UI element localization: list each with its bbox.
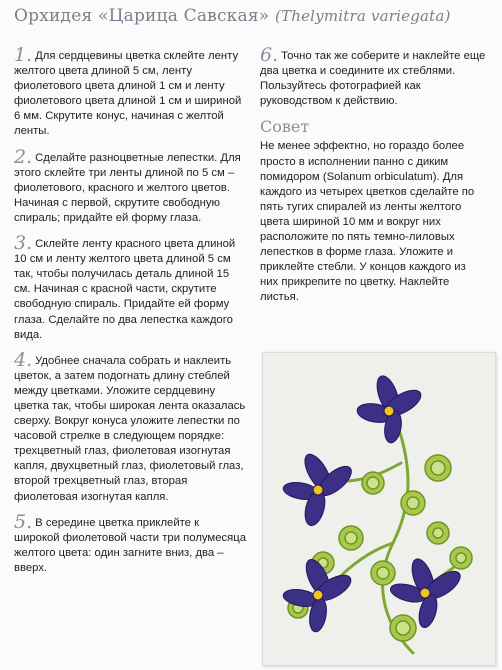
step-2: [14, 145, 246, 226]
step-3: [14, 232, 246, 343]
page-title: [14, 6, 494, 26]
title-main: Орхидея «Царица Савская»: [14, 6, 270, 26]
step-number: 3.: [14, 232, 33, 255]
step-number: 2.: [14, 145, 33, 168]
step-5: [14, 510, 246, 576]
step-number: 6.: [260, 44, 279, 66]
tip-text: Не менее эффектно, но гораздо более просто в исполнении панно с диким помидором (Solanum orbiculatum). Для каждого из четырех цветков сделайте по пять тугих спиралей из ленты желтого цвета шириной 10 мм и вокруг них расположите по пять темно-лиловых лепестков в форме глаза. Уложите и приклейте стебли. У концов каждого из них прикрепите по цветку. Наклейте листья.: [260, 140, 475, 304]
step-text: Удобнее сначала собрать и наклеить цветок, а затем подогнать длину стеблей между цветками. Уложите сердцевину цветка так, чтобы широкая лента оказалась сверху. Вокруг конуса уложите лепестки по часовой стрелке в следующем порядке: трехцветный глаз, фиолетовая изогнутая капля, двухцветный глаз, фиолетовый глаз, второй трехцветный глаз, вторая фиолетовая изогнутая капля.: [14, 354, 246, 503]
quilled-orchid-photo: [262, 352, 496, 666]
orchid-flower-bottom-left: [282, 556, 355, 633]
step-6: [260, 44, 486, 109]
step-4: [14, 348, 246, 505]
title-latin: (Thelymitra variegata): [274, 7, 451, 25]
step-text: Сделайте разноцветные лепестки. Для этого склейте три ленты длиной по 5 см – фиолетового, красного и желтого цветов. Начиная с первой, скрутите свободную спираль; придайте ей форму глаза.: [14, 151, 241, 224]
step-number: 1.: [14, 44, 33, 66]
instructions-left-column: [14, 44, 246, 586]
tip-title: Совет: [260, 117, 310, 137]
step-text: В середине цветка приклейте к широкой фиолетовой части три полумесяца желтого цвета: один загните вниз, два – вверх.: [14, 516, 246, 574]
orchid-flower-top: [356, 373, 425, 444]
step-1: [14, 44, 246, 140]
instructions-right-column: [260, 44, 486, 316]
step-text: Точно так же соберите и наклейте еще два цветка и соедините их стеблями. Пользуйтесь фотографией как руководством к действию.: [260, 50, 486, 108]
step-text: Склейте ленту красного цвета длиной 10 см и ленту желтого цвета длиной 5 см так, чтобы получилась деталь длиной 15 см. Начиная с красной части, скрутите свободную спираль. Придайте ей форму глаза. Сделайте по два лепестка каждого вида.: [14, 238, 236, 341]
step-number: 5.: [14, 510, 33, 533]
step-number: 4.: [14, 348, 33, 371]
step-text: Для сердцевины цветка склейте ленту желтого цвета длиной 5 см, ленту фиолетового цвета длиной 1 см и ленту фиолетового цвета длиной 1 см и шириной 6 мм. Скрутите конус, начиная с желтой ленты.: [14, 50, 242, 138]
orchid-artwork-image: [263, 353, 495, 665]
orchid-flower-left: [282, 450, 356, 527]
